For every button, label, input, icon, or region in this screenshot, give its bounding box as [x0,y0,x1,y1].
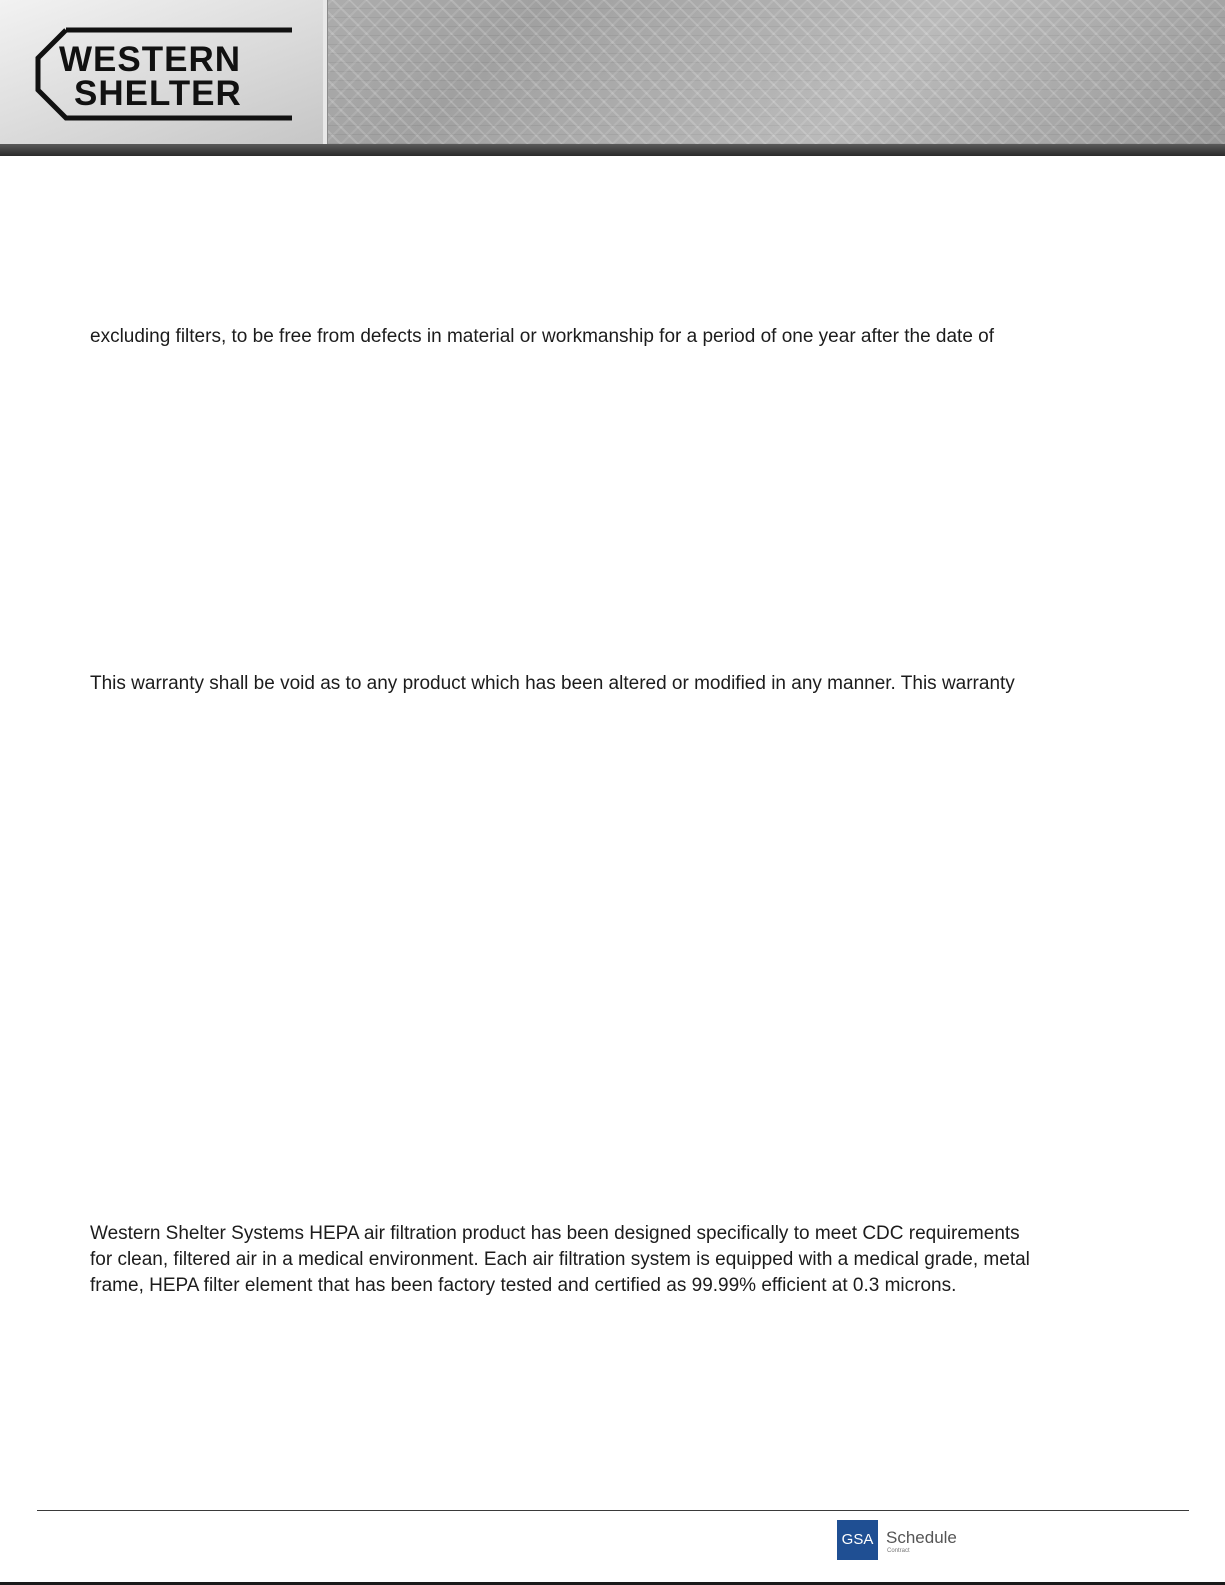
logo-line-2: SHELTER [74,74,242,113]
footer-divider [37,1510,1189,1511]
warranty-paragraph-1 [90,324,1110,350]
text-line: Western Shelter Systems HEPA air filtration product has been designed specifically to meet CDC requirements [90,1223,1020,1244]
header-bar [0,144,1225,156]
warranty-paragraph-2 [90,671,1110,697]
header-divider [323,0,327,144]
gsa-schedule-logo [837,1520,967,1560]
text-line: for clean, filtered air in a medical environment. Each air filtration system is equipped with a medical grade, metal [90,1249,1030,1270]
text-line: frame, HEPA filter element that has been factory tested and certified as 99.99% efficient at 0.3 microns. [90,1275,957,1296]
gsa-schedule-word: Schedule [886,1528,957,1547]
header-logo-panel [0,0,323,144]
gsa-badge: GSA [837,1520,878,1560]
western-shelter-logo [34,26,298,122]
gsa-contract-word: Contract [887,1548,910,1554]
text-line: excluding filters, to be free from defects in material or workmanship for a period of one year after the date of [90,326,995,347]
hepa-description-paragraph [90,1221,1110,1299]
text-line: This warranty shall be void as to any product which has been altered or modified in any manner. This warranty [90,673,1015,694]
logo-line-1: WESTERN [59,40,241,79]
